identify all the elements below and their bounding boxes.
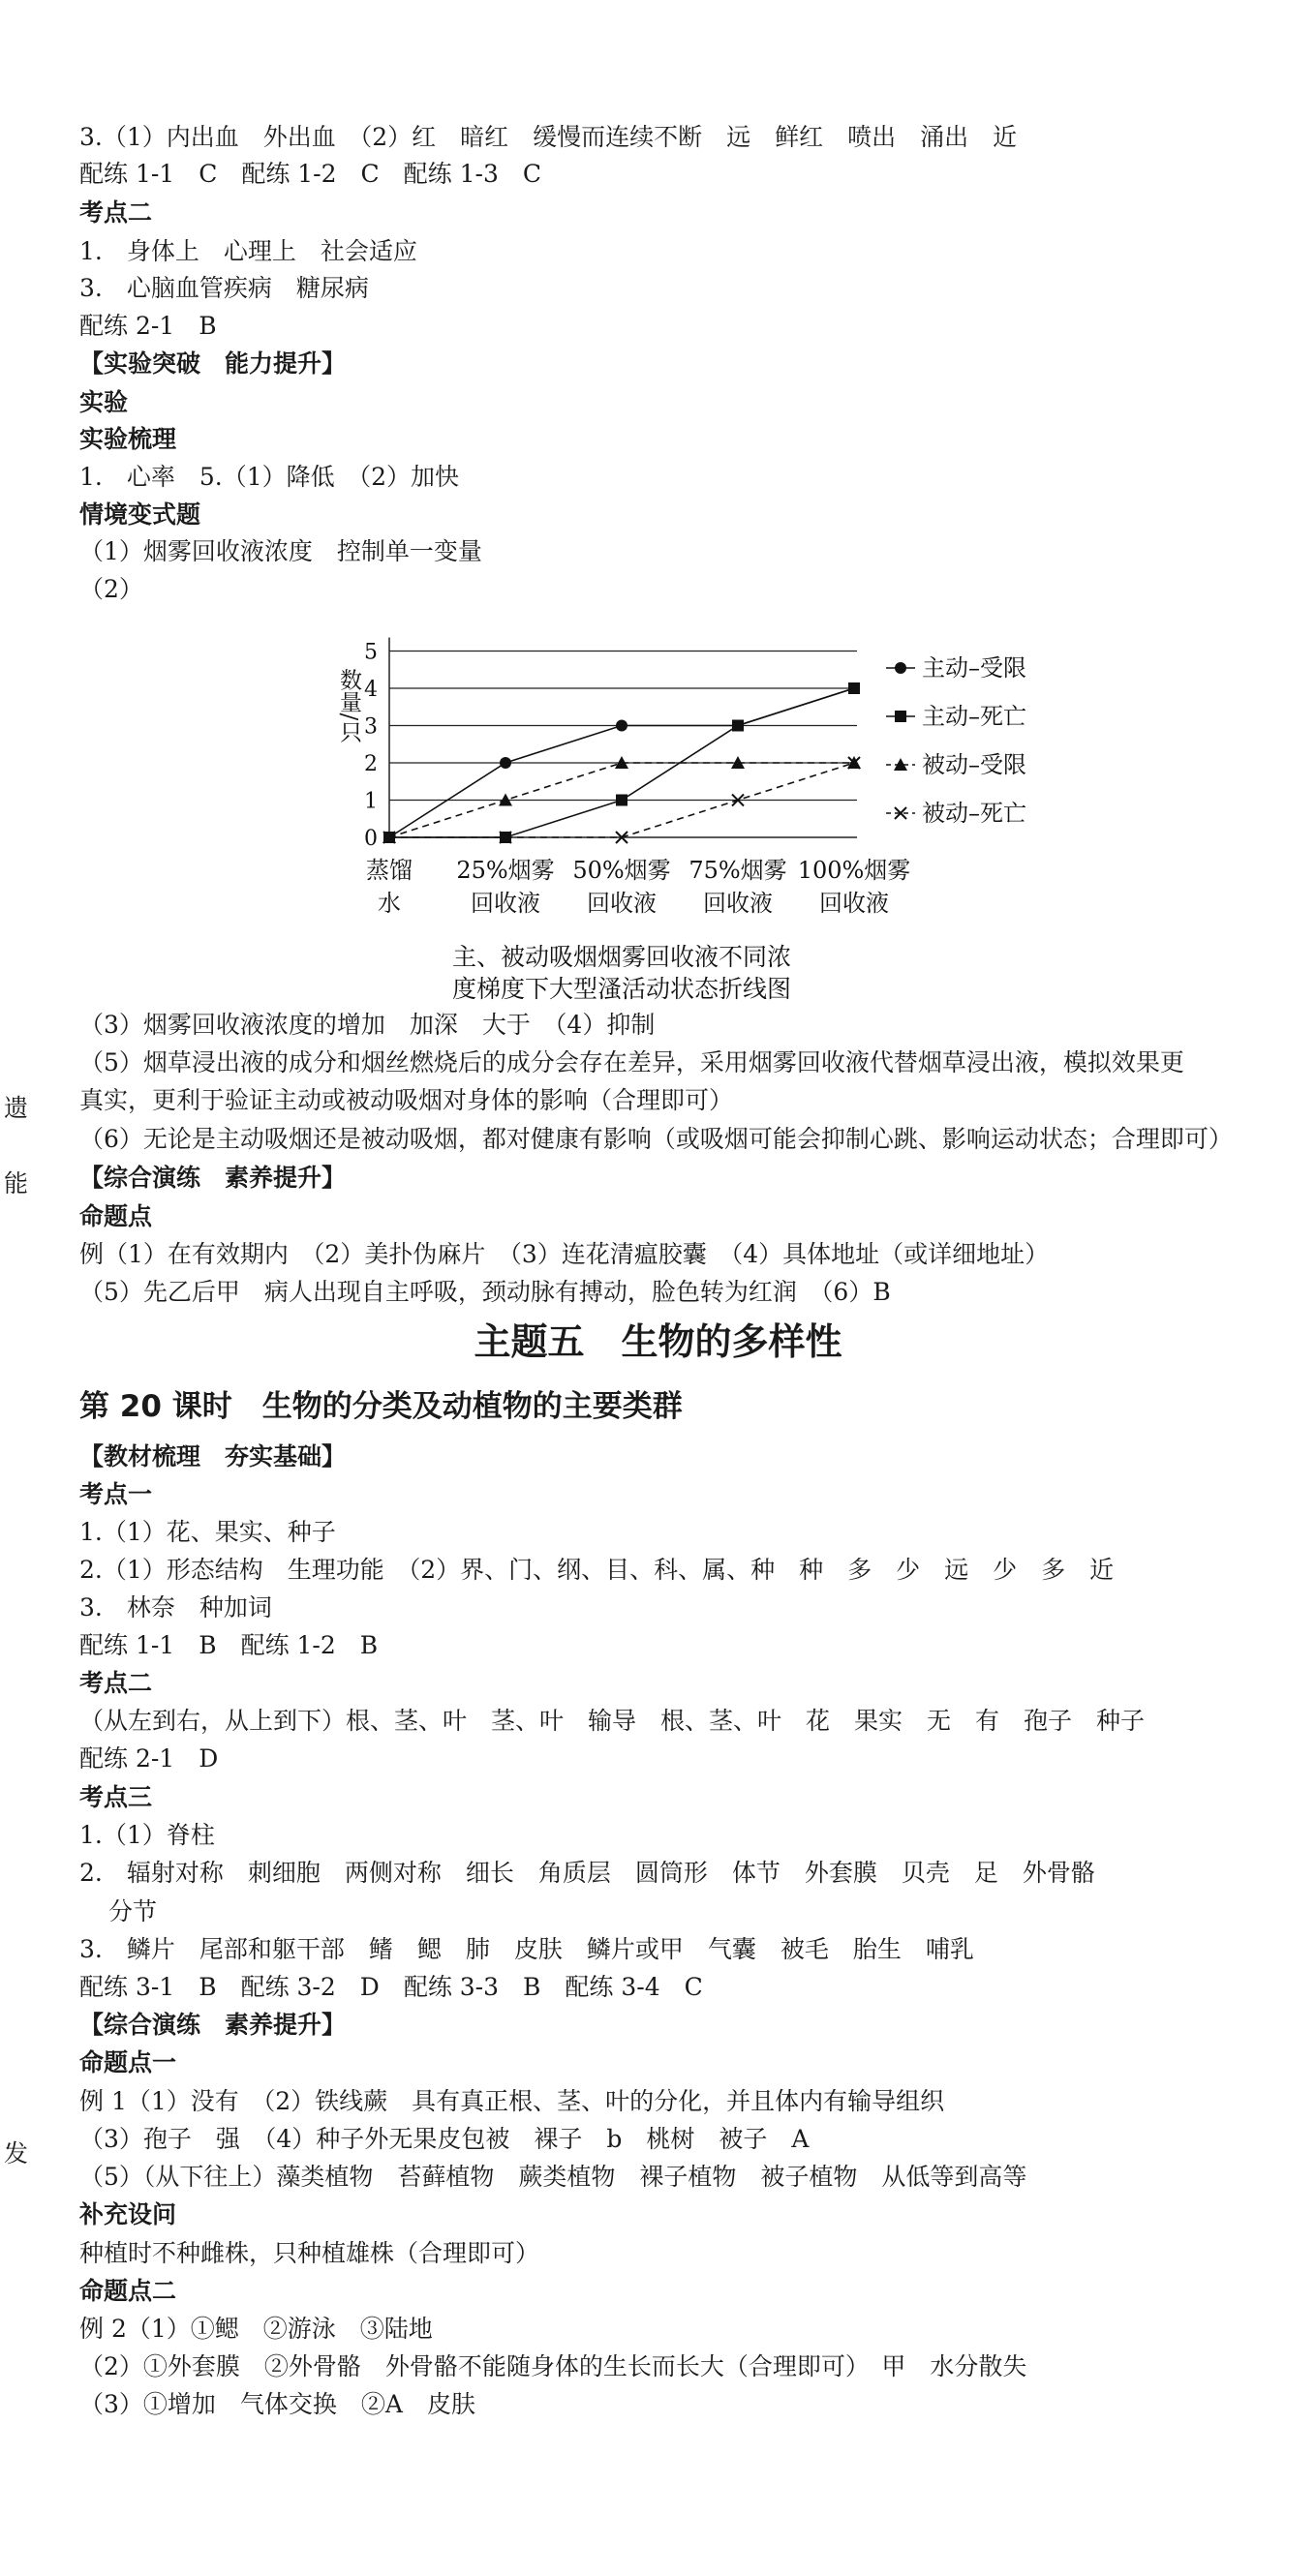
text-line: 1.（1）花、果实、种子 <box>79 1518 336 1546</box>
text-line: 例（1）在有效期内 （2）美扑伪麻片 （3）连花清瘟胶囊 （4）具体地址（或详细地址） <box>79 1240 1050 1268</box>
text-line: 【综合演练 素养提升】 <box>79 1164 347 1192</box>
text-line: 分节 <box>108 1897 158 1925</box>
y-tick-label: 3 <box>364 714 378 740</box>
topic-title: 主题五 生物的多样性 <box>474 1320 842 1363</box>
text-line: （1）烟雾回收液浓度 控制单一变量 <box>79 537 482 565</box>
text-line: 3. 心脑血管疾病 糖尿病 <box>79 274 369 302</box>
text-line: 1. 心率 5.（1）降低 （2）加快 <box>79 463 460 491</box>
text-line: 命题点二 <box>79 2277 177 2305</box>
text-line: 2. 辐射对称 刺细胞 两侧对称 细长 角质层 圆筒形 体节 外套膜 贝壳 足 外骨骼 <box>79 1859 1095 1887</box>
x-tick-label: 水 <box>378 890 401 917</box>
legend-label: 被动–死亡 <box>922 800 1026 827</box>
x-tick-label: 100%烟雾 <box>797 857 911 884</box>
data-point <box>616 795 627 806</box>
text-line: （从左到右，从上到下）根、茎、叶 茎、叶 输导 根、茎、叶 花 果实 无 有 孢子 种子 <box>79 1707 1146 1735</box>
text-line: 配练 1-1 C 配练 1-2 C 配练 1-3 C <box>79 160 542 188</box>
y-axis-label: 数量/只 <box>336 668 361 743</box>
x-tick-label: 50%烟雾 <box>572 857 671 884</box>
x-tick-label: 75%烟雾 <box>689 857 787 884</box>
text-line: （2） <box>79 575 143 603</box>
data-point <box>500 757 511 769</box>
y-tick-label: 2 <box>364 752 378 776</box>
text-line: 配练 3-1 B 配练 3-2 D 配练 3-3 B 配练 3-4 C <box>79 1973 703 2001</box>
text-line: （3）孢子 强 （4）种子外无果皮包被 裸子 b 桃树 被子 A <box>79 2125 810 2153</box>
text-line: （6）无论是主动吸烟还是被动吸烟，都对健康有影响（或吸烟可能会抑制心跳、影响运动状态；合理即可） <box>79 1125 1233 1153</box>
text-line: 1. 身体上 心理上 社会适应 <box>79 237 417 265</box>
text-line: 命题点 <box>79 1202 153 1230</box>
text-line: 种植时不种雌株，只种植雄株（合理即可） <box>79 2239 540 2267</box>
text-line: 情境变式题 <box>79 500 201 529</box>
legend-label: 被动–受限 <box>922 751 1026 778</box>
text-line: 【综合演练 素养提升】 <box>79 2011 347 2039</box>
text-line: 命题点一 <box>79 2048 177 2076</box>
text-line: 真实，更利于验证主动或被动吸烟对身体的影响（合理即可） <box>79 1086 734 1114</box>
data-point <box>732 720 744 732</box>
text-line: 考点三 <box>79 1783 153 1811</box>
text-line: 【实验突破 能力提升】 <box>79 349 347 378</box>
text-line: （5）（从下往上）藻类植物 苔藓植物 蕨类植物 裸子植物 被子植物 从低等到高等 <box>79 2163 1027 2191</box>
margin-note: 发 <box>4 2139 29 2167</box>
y-tick-label: 0 <box>364 827 378 851</box>
text-line: 实验梳理 <box>79 425 177 453</box>
text-line: （5）先乙后甲 病人出现自主呼吸，颈动脉有搏动，脸色转为红润 （6）B <box>79 1278 891 1306</box>
x-tick-label: 回收液 <box>471 890 540 917</box>
y-tick-label: 5 <box>364 640 378 665</box>
text-line: 补充设问 <box>79 2200 177 2228</box>
margin-note: 遗 <box>4 1094 29 1122</box>
text-line: 3. 鳞片 尾部和躯干部 鳍 鳃 肺 皮肤 鳞片或甲 气囊 被毛 胎生 哺乳 <box>79 1935 974 1963</box>
text-line: 配练 1-1 B 配练 1-2 B <box>79 1631 379 1659</box>
chart-title: 主、被动吸烟烟雾回收液不同浓 <box>451 943 792 971</box>
legend-label: 主动–死亡 <box>922 703 1026 730</box>
chart-title: 度梯度下大型溞活动状态折线图 <box>451 975 792 1003</box>
y-tick-label: 1 <box>364 789 378 814</box>
data-point <box>616 720 627 732</box>
text-line: （5）烟草浸出液的成分和烟丝燃烧后的成分会存在差异，采用烟雾回收液代替烟草浸出液，模拟效果更 <box>79 1048 1184 1076</box>
legend-marker <box>895 662 906 674</box>
text-line: 1.（1）脊柱 <box>79 1821 215 1849</box>
text-line: 实验 <box>79 388 129 416</box>
text-line: 配练 2-1 B <box>79 312 217 340</box>
y-tick-label: 4 <box>364 678 378 702</box>
text-line: 考点二 <box>79 1669 153 1697</box>
x-tick-label: 25%烟雾 <box>456 857 555 884</box>
x-tick-label: 回收液 <box>703 890 773 917</box>
margin-note: 能 <box>4 1169 29 1197</box>
x-tick-label: 蒸馏 <box>366 857 413 884</box>
text-line: 例 1（1）没有 （2）铁线蕨 具有真正根、茎、叶的分化，并且体内有输导组织 <box>79 2087 945 2115</box>
text-line: 例 2（1）①鳃 ②游泳 ③陆地 <box>79 2315 433 2343</box>
text-line: 3.（1）内出血 外出血 （2）红 暗红 缓慢而连续不断 远 鲜红 喷出 涌出 近 <box>79 123 1018 151</box>
data-point <box>848 682 860 694</box>
text-line: （3）烟雾回收液浓度的增加 加深 大于 （4）抑制 <box>79 1011 656 1039</box>
x-tick-label: 回收液 <box>819 890 889 917</box>
text-line: （2）①外套膜 ②外骨骼 外骨骼不能随身体的生长而长大（合理即可） 甲 水分散失 <box>79 2352 1027 2380</box>
text-line: （3）①增加 气体交换 ②A 皮肤 <box>79 2390 475 2418</box>
text-line: 3. 林奈 种加词 <box>79 1593 272 1621</box>
line-chart <box>320 620 1075 1007</box>
text-line: 【教材梳理 夯实基础】 <box>79 1442 347 1470</box>
x-tick-label: 回收液 <box>587 890 657 917</box>
lesson-title: 第 20 课时 生物的分类及动植物的主要类群 <box>79 1389 683 1424</box>
legend-marker <box>895 711 906 722</box>
text-line: 配练 2-1 D <box>79 1744 219 1773</box>
text-line: 考点一 <box>79 1480 153 1508</box>
legend-label: 主动–受限 <box>922 654 1026 682</box>
text-line: 2.（1）形态结构 生理功能 （2）界、门、纲、目、科、属、种 种 多 少 远 少 多 近 <box>79 1556 1115 1584</box>
text-line: 考点二 <box>79 198 153 227</box>
